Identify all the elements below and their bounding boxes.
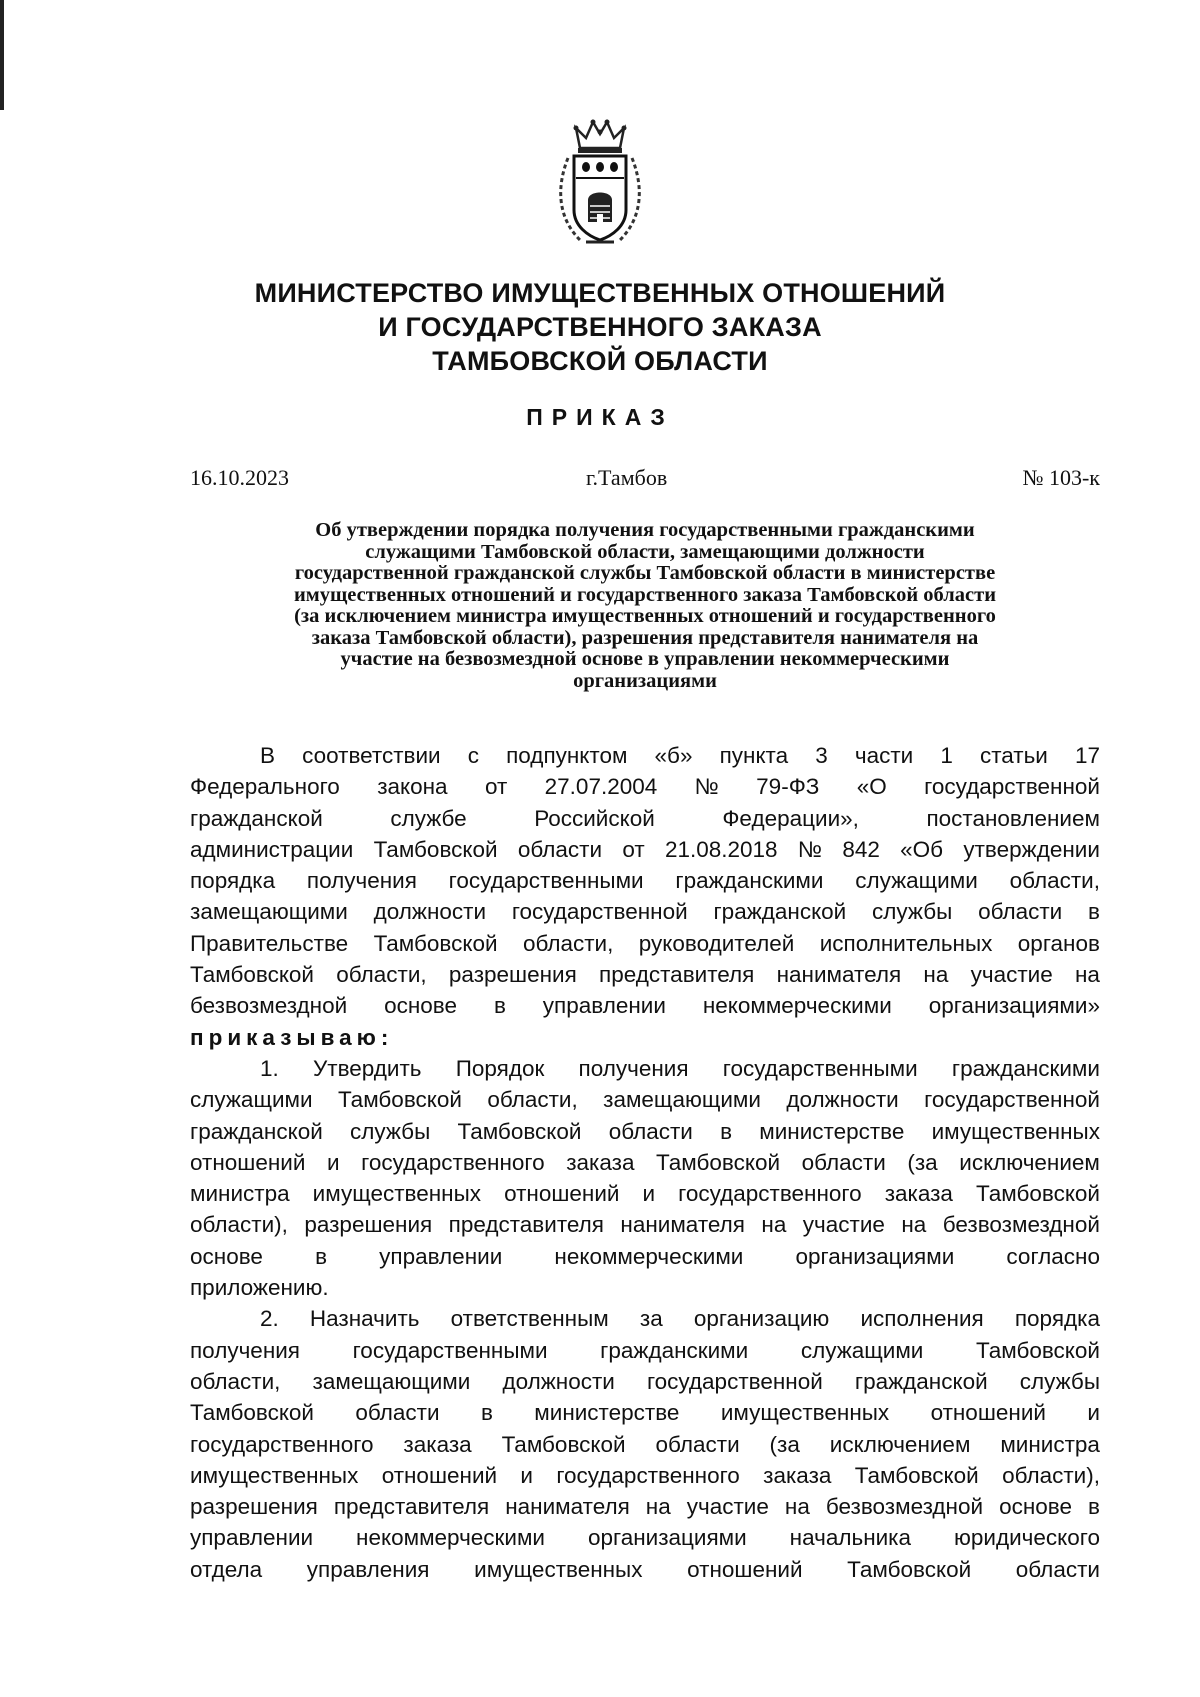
order-word: приказываю: <box>190 1024 394 1050</box>
text-line: В соответствии с подпунктом «б» пункта 3 части 1 статьи 17 <box>260 743 1100 768</box>
text-line: служащими Тамбовской области, замещающими должности государственной <box>190 1087 1100 1113</box>
document-city: г.Тамбов <box>586 465 668 490</box>
text-line: Тамбовской области в министерстве имущественных отношений и <box>190 1400 1100 1426</box>
text-line: Федерального закона от 27.07.2004 № 79-ФЗ «О государственной <box>190 774 1100 800</box>
subject-line: заказа Тамбовской области), разрешения представителя нанимателя на <box>311 626 979 649</box>
text-line: области), разрешения представителя нанимателя на участие на безвозмездной <box>190 1212 1100 1238</box>
text-line: Правительстве Тамбовской области, руководителей исполнительных органов <box>190 930 1100 956</box>
text-line: разрешения представителя нанимателя на участие на безвозмездной основе в <box>190 1494 1100 1520</box>
ministry-name-line: МИНИСТЕРСТВО ИМУЩЕСТВЕННЫХ ОТНОШЕНИЙ <box>254 278 946 308</box>
subject-line: служащими Тамбовской области, замещающими должности <box>365 540 925 563</box>
item-1-paragraph <box>190 1053 1100 1303</box>
text-line: получения государственными гражданскими служащими Тамбовской <box>190 1337 1100 1363</box>
text-line: безвозмездной основе в управлении некоммерческими организациями» <box>190 993 1100 1019</box>
subject-line: имущественных отношений и государственного заказа Тамбовской области <box>293 583 997 606</box>
text-line: порядка получения государственными гражданскими служащими области, <box>190 868 1100 894</box>
ministry-name <box>0 276 1200 378</box>
document-meta-row <box>190 465 1100 495</box>
text-line: отношений и государственного заказа Тамбовской области (за исключением <box>190 1149 1100 1175</box>
text-line: Тамбовской области, разрешения представителя нанимателя на участие на <box>190 962 1100 988</box>
text-line: имущественных отношений и государственного заказа Тамбовской области), <box>190 1462 1100 1488</box>
document-number: № 103-к <box>1022 465 1100 490</box>
text-line: управлении некоммерческими организациями начальника юридического <box>190 1525 1100 1551</box>
tambov-coat-of-arms-icon <box>550 118 650 250</box>
text-line: государственного заказа Тамбовской области (за исключением министра <box>190 1431 1100 1457</box>
text-line: министра имущественных отношений и государственного заказа Тамбовской <box>190 1181 1100 1207</box>
text-line: области, замещающими должности государственной гражданской службы <box>190 1368 1100 1394</box>
document-subject <box>190 520 1100 692</box>
document-type-heading: ПРИКАЗ <box>526 404 674 430</box>
subject-line: государственной гражданской службы Тамбовской области в министерстве <box>294 562 996 584</box>
text-line: замещающими должности государственной гражданской службы области в <box>190 899 1100 925</box>
text-line: приложению. <box>190 1275 329 1301</box>
document-date: 16.10.2023 <box>190 465 289 490</box>
text-line: гражданской службы Тамбовской области в министерстве имущественных <box>190 1118 1100 1144</box>
ministry-name-line: ТАМБОВСКОЙ ОБЛАСТИ <box>432 346 768 376</box>
preamble-paragraph <box>190 740 1100 1022</box>
text-line: основе в управлении некоммерческими организациями согласно <box>190 1243 1100 1269</box>
document-body <box>190 740 1100 1585</box>
subject-line: Об утверждении порядка получения государственными гражданскими <box>315 519 975 541</box>
text-line: 2. Назначить ответственным за организацию исполнения порядка <box>260 1306 1100 1332</box>
ministry-name-line: И ГОСУДАРСТВЕННОГО ЗАКАЗА <box>378 312 822 342</box>
text-line: гражданской службе Российской Федерации», постановлением <box>190 805 1100 831</box>
subject-line: (за исключением министра имущественных отношений и государственного <box>294 605 996 627</box>
scan-edge-artifact <box>0 0 4 110</box>
text-line: администрации Тамбовской области от 21.08.2018 № 842 «Об утверждении <box>190 836 1100 862</box>
item-2-paragraph <box>190 1303 1100 1585</box>
text-line: отдела управления имущественных отношений Тамбовской области <box>190 1556 1100 1582</box>
order-word-line <box>190 1022 1100 1053</box>
subject-line: участие на безвозмездной основе в управлении некоммерческими <box>340 648 950 670</box>
text-line: 1. Утвердить Порядок получения государственными гражданскими <box>260 1055 1100 1081</box>
subject-line: организациями <box>573 669 717 692</box>
